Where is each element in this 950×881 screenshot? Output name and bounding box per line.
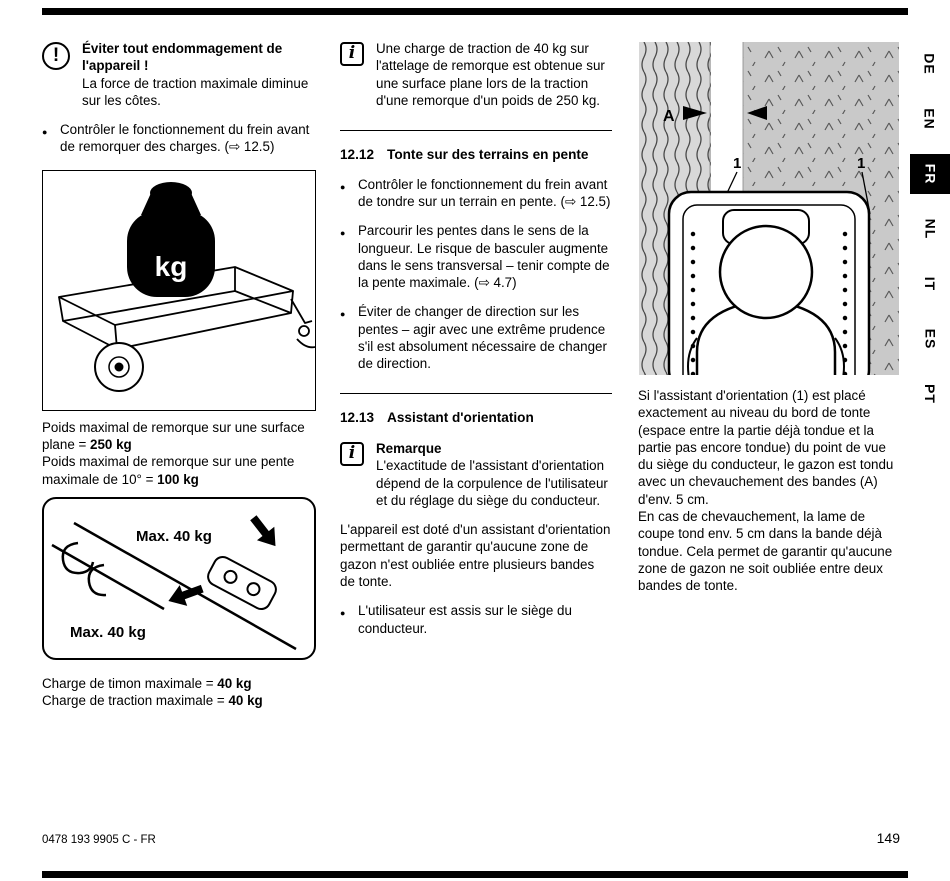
- bullet-marker: [340, 222, 350, 291]
- right-column: [638, 42, 900, 594]
- top-rule-bar: [42, 8, 908, 15]
- mower-top-view: [669, 192, 869, 375]
- section-divider: [340, 130, 612, 131]
- middle-column: [340, 40, 612, 637]
- bullet-item: [340, 303, 612, 372]
- max-load-label-bottom: Max. 40 kg: [70, 623, 146, 641]
- tab-label: NL: [921, 218, 938, 240]
- label-a: A: [663, 108, 675, 125]
- bullet-marker: [42, 121, 52, 156]
- remark-text: [376, 440, 612, 509]
- bullet-text: Contrôler le fonctionnement du frein avant de tondre sur un terrain en pente. (⇨ 12.5): [358, 176, 611, 209]
- bullet-text: Parcourir les pentes dans le sens de la longueur. Le risque de basculer augmente dans le sens transversal – tenir compte de la pente maximale. (⇨ 4.7): [358, 223, 610, 291]
- figure-kg-label: kg: [154, 250, 188, 282]
- info-icon: [340, 442, 364, 466]
- weight-line-flat: [42, 419, 316, 454]
- info-note-text: Une charge de traction de 40 kg sur l'attelage de remorque est obtenue sur une surface plane lors de la traction d'une remorque d'un poids de 250 kg.: [376, 41, 605, 108]
- down-right-arrow-icon: [245, 511, 285, 553]
- bullet-brake-check: [42, 121, 316, 156]
- info-note-traction: [340, 40, 612, 109]
- section-heading-12-12: [340, 146, 612, 164]
- section-number: 12.13: [340, 410, 375, 426]
- footer-page-number: 149: [876, 830, 900, 846]
- trailer-wheel: [95, 343, 143, 391]
- sidebar-tab-pt: [910, 374, 950, 414]
- load-text: Charge de traction maximale =: [42, 693, 229, 709]
- hitch-load-illustration: [44, 499, 314, 658]
- tab-label: FR: [921, 163, 938, 185]
- load-value: 40 kg: [217, 675, 252, 691]
- loads-block: [42, 675, 316, 710]
- tab-label: PT: [921, 384, 938, 404]
- weight-text: Poids maximal de remorque sur une surface plane =: [42, 419, 305, 452]
- left-column: [42, 40, 316, 709]
- tab-label: EN: [921, 108, 938, 130]
- tab-label: ES: [922, 328, 938, 350]
- info-icon-glyph: i: [348, 443, 356, 464]
- sidebar-tab-en: [910, 99, 950, 139]
- sidebar-tab-nl: [910, 209, 950, 249]
- bullet-item: [340, 222, 612, 291]
- section-title: Assistant d'orientation: [387, 410, 534, 426]
- bullet-text: Éviter de changer de direction sur les pentes – agir avec une extrême prudence s'il est absolument nécessaire de changer de direction.: [358, 304, 607, 372]
- warning-icon-glyph: !: [52, 44, 60, 66]
- bullet-item: [340, 176, 612, 211]
- footer-doc-number: 0478 193 9905 C - FR: [42, 834, 156, 846]
- warning-icon: [42, 42, 70, 70]
- figure-max-load: [42, 497, 316, 660]
- load-value: 40 kg: [228, 693, 263, 709]
- bullet-item: [340, 602, 612, 637]
- label-1-left: 1: [733, 155, 742, 172]
- weights-block: [42, 419, 316, 488]
- sidebar-tab-it: [910, 264, 950, 304]
- sidebar-tab-es: [910, 319, 950, 359]
- section-heading-12-13: [340, 409, 612, 427]
- info-note-remark: [340, 440, 612, 509]
- assistant-explanation-2: En cas de chevauchement, la lame de coupe tond env. 5 cm dans la bande déjà tondue. Cela permet de garantir qu'aucune zone de gazon ne soit oubliée entre deux bandes de tonte.: [638, 508, 893, 594]
- section-number: 12.12: [340, 147, 375, 163]
- warning-title: Éviter tout endommagement de l'appareil !: [82, 41, 283, 74]
- section-divider: [340, 393, 612, 394]
- weight-value: 100 kg: [157, 471, 199, 487]
- bullet-marker: [340, 602, 350, 637]
- warning-note: [42, 40, 316, 109]
- figure-orientation-assistant: [638, 42, 900, 375]
- weight-line-slope: [42, 453, 316, 488]
- tab-label: DE: [921, 53, 938, 75]
- load-line-traction: [42, 692, 316, 709]
- remark-title: Remarque: [376, 441, 442, 456]
- label-1-right: 1: [857, 155, 866, 172]
- warning-body: La force de traction maximale diminue sur les côtes.: [82, 75, 309, 108]
- figure-trailer-load: [42, 170, 316, 411]
- bullet-text: Contrôler le fonctionnement du frein avant de remorquer des charges. (⇨ 12.5): [60, 122, 310, 155]
- assistant-paragraph: L'appareil est doté d'un assistant d'orientation permettant de garantir qu'aucune zone de gazon n'est oubliée entre plusieurs bandes de tonte.: [340, 522, 611, 589]
- bottom-rule-bar: [42, 871, 908, 878]
- bullet-marker: [340, 303, 350, 372]
- weight-value: 250 kg: [90, 436, 132, 452]
- bullet-text: L'utilisateur est assis sur le siège du conducteur.: [358, 603, 572, 636]
- load-text: Charge de timon maximale =: [42, 675, 218, 691]
- driver-head: [720, 226, 812, 318]
- max-load-label-top: Max. 40 kg: [136, 527, 212, 545]
- section-title: Tonte sur des terrains en pente: [387, 147, 589, 163]
- tab-label: IT: [921, 276, 938, 292]
- info-icon: [340, 42, 364, 66]
- sidebar-tab-de: [910, 44, 950, 84]
- assistant-explanation-1: Si l'assistant d'orientation (1) est placé exactement au niveau du bord de tonte (espace entre la partie déjà tondue et la partie pas encore tondue) du point de vue du siège du conducteur, le gazon est tondu avec un chevauchement des bandes (A) d'env. 5 cm.: [638, 388, 894, 507]
- mowing-overlap-illustration: [638, 42, 900, 375]
- sidebar-tab-fr: [910, 154, 950, 194]
- remark-body: L'exactitude de l'assistant d'orientation dépend de la corpulence de l'utilisateur et du réglage du siège du conducteur.: [376, 458, 608, 508]
- bullet-marker: [340, 176, 350, 211]
- trailer-illustration: [43, 171, 315, 410]
- load-line-drawbar: [42, 675, 316, 692]
- info-icon-glyph: i: [348, 43, 356, 64]
- warning-text: [82, 40, 316, 109]
- language-sidebar: [910, 44, 950, 414]
- weight-text: Poids maximal de remorque sur une pente maximale de 10° =: [42, 454, 295, 487]
